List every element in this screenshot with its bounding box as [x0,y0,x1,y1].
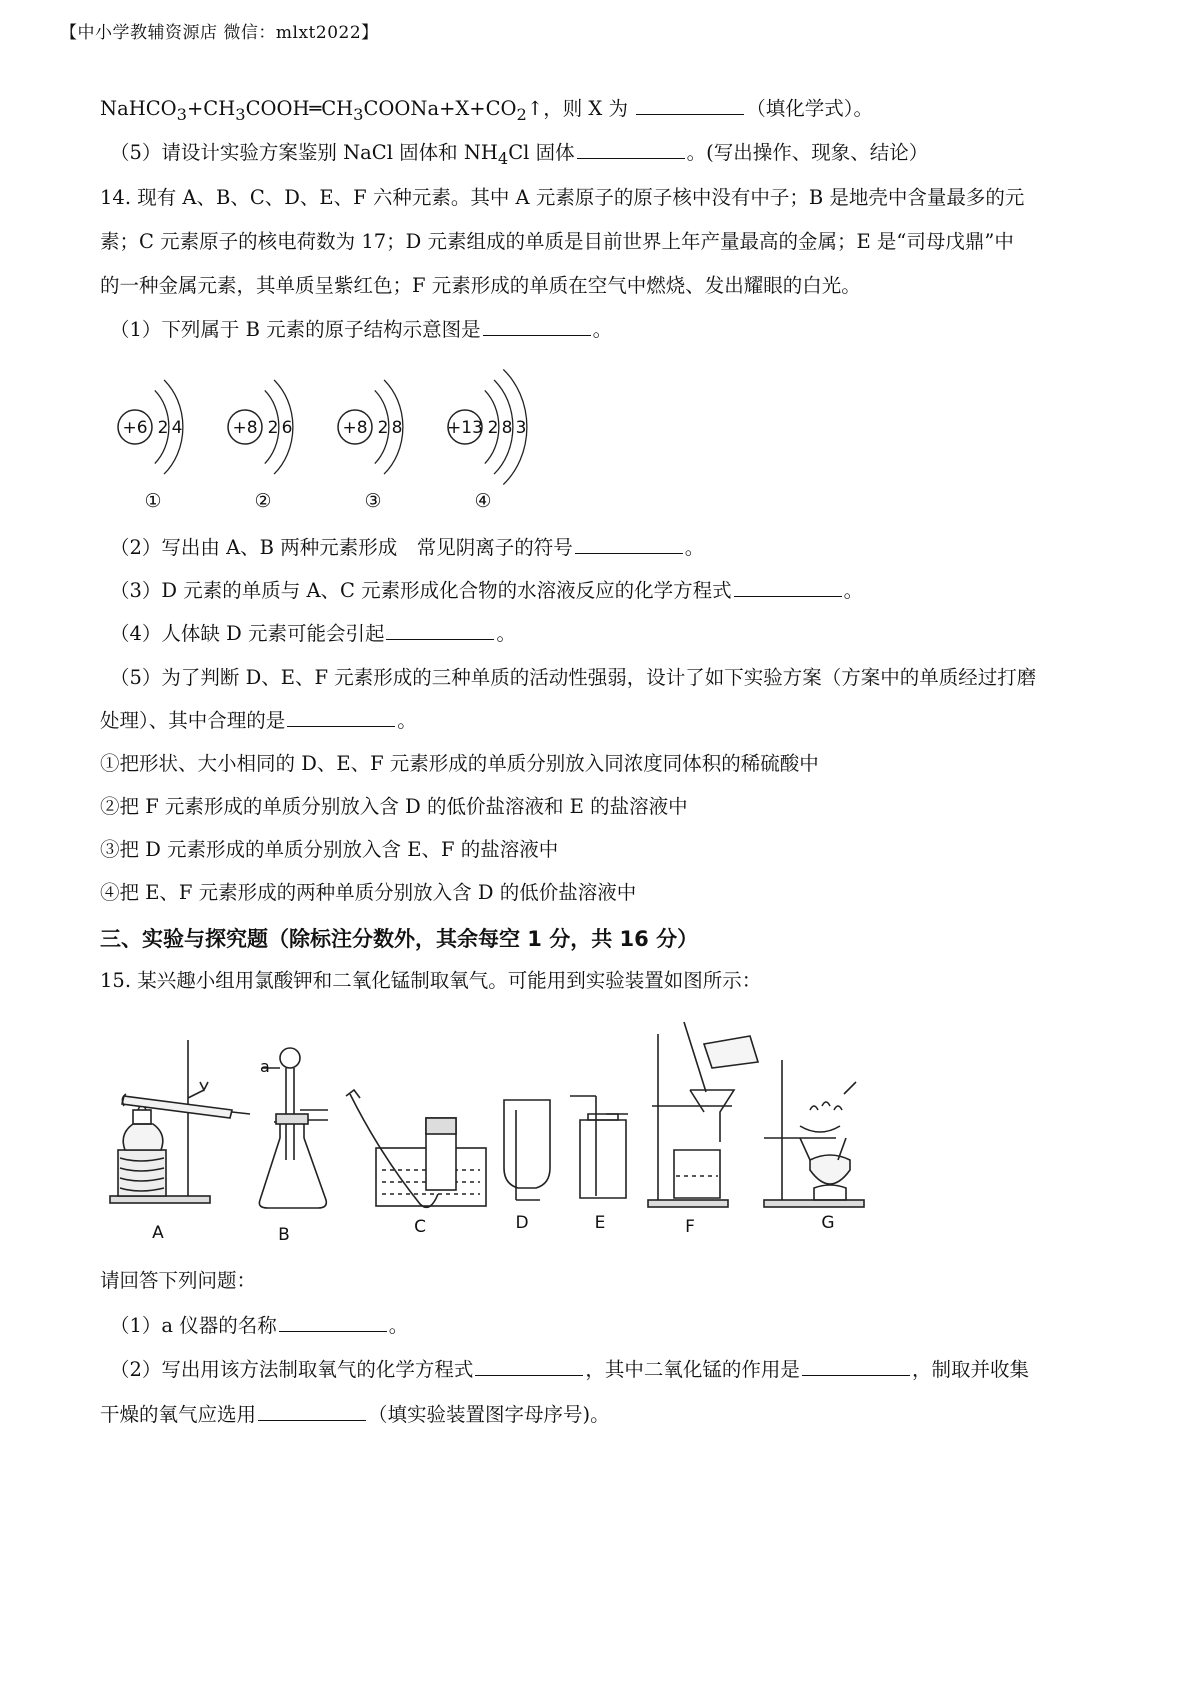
atom-diagram [447,369,527,512]
atom-option-label: ① [144,490,162,512]
q14-p3-text: （3）D 元素的单质与 A、C 元素形成化合物的水溶液反应的化学方程式 [110,579,732,602]
q14-option-1: ①把形状、大小相同的 D、E、F 元素形成的单质分别放入同浓度同体积的稀硫酸中 [100,752,819,775]
q15-p2-l2-tail: （填实验装置图字母序号)。 [368,1403,610,1426]
section-title: 三、实验与探究题（除标注分数外，其余每空 1 分，共 16 分） [100,927,699,951]
answer-blank[interactable] [287,724,395,727]
apparatus-d [504,1100,550,1200]
q14-p4-tail: 。 [496,622,516,645]
nucleus-charge: +6 [122,418,148,438]
apparatus-label: C [414,1217,426,1237]
q13-part5 [110,140,1110,169]
atom-option-label: ④ [474,490,492,512]
eq-sub: 3 [176,104,187,124]
q14-option-2: ②把 F 元素形成的单质分别放入含 D 的低价盐溶液和 E 的盐溶液中 [100,795,688,818]
shell-electron-count: 6 [281,418,293,438]
shell-electron-count: 2 [487,418,499,438]
atom-diagrams [100,355,560,525]
q14-stem-line1: 14. 现有 A、B、C、D、E、F 六种元素。其中 A 元素原子的原子核中没有中子；B 是地壳中含量最多的元 [100,186,1025,209]
atom-diagram [118,380,183,512]
q14-p2-text: （2）写出由 A、B 两种元素形成 常见阴离子的符号 [110,536,573,559]
apparatus-e [570,1096,628,1198]
apparatus-label: B [278,1225,290,1245]
q14-stem-line2: 素；C 元素原子的核电荷数为 17；D 元素组成的单质是目前世界上年产量最高的金属；E 是“司母戊鼎”中 [100,230,1014,253]
answer-blank[interactable] [636,112,744,115]
q13-p5-text: （5）请设计实验方案鉴别 NaCl 固体和 NH [110,141,498,164]
q15-p2-l1-text: （2）写出用该方法制取氧气的化学方程式 [110,1358,474,1381]
q15-p1-text: （1）a 仪器的名称 [110,1314,277,1337]
eq-sub: 3 [235,104,246,124]
shell-electron-count: 2 [157,418,169,438]
apparatus-label: D [515,1213,529,1233]
q14-part4 [110,621,1110,646]
apparatus-g [764,1060,864,1207]
q13-p5-tail: 。(写出操作、现象、结论） [686,141,929,164]
q15-part2-line2 [100,1402,1100,1427]
eq-part: COONa+X+CO [363,97,517,120]
answer-blank[interactable] [475,1373,583,1376]
atom-diagram [228,380,293,512]
shell-electron-count: 8 [501,418,513,438]
q14-p1-text: （1）下列属于 B 元素的原子结构示意图是 [110,318,481,341]
nucleus-charge: +13 [447,418,483,438]
q14-option-4: ④把 E、F 元素形成的两种单质分别放入含 D 的低价盐溶液中 [100,881,637,904]
shell-electron-count: 8 [391,418,403,438]
atom-diagram [338,380,403,512]
answer-blank[interactable] [279,1329,387,1332]
answer-blank[interactable] [734,594,842,597]
nucleus-charge: +8 [232,418,258,438]
eq-tail: （填化学式）。 [746,97,873,120]
q14-part5-line2 [100,708,1100,733]
apparatus-label: F [685,1217,695,1237]
apparatus-a-mark: a [260,1057,270,1076]
q14-p5-l2-text: 处理）、其中合理的是 [100,709,286,732]
q15-prompt: 请回答下列问题： [100,1269,257,1292]
eq-sub: 2 [516,104,527,124]
shell-electron-count: 2 [267,418,279,438]
q13-p5-text2: Cl 固体 [508,141,575,164]
q13-p5-sub: 4 [497,148,509,168]
eq-sub: 3 [353,104,364,124]
nucleus-charge: +8 [342,418,368,438]
apparatus-label: E [594,1213,606,1233]
eq-part: NaHCO [100,97,177,120]
eq-part: ↑，则 X 为 [526,97,629,120]
q14-p2-tail: 。 [684,536,705,559]
atom-option-label: ② [254,490,272,512]
q14-stem-line3: 的一种金属元素，其单质呈紫红色；F 元素形成的单质在空气中燃烧、发出耀眼的白光。 [100,274,861,297]
eq-part: COOH═CH [245,97,354,120]
q15-p2-l1-tail: ，制取并收集 [911,1358,1029,1381]
atom-option-label: ③ [364,490,382,512]
apparatus-label: A [152,1223,164,1243]
q15-stem: 15. 某兴趣小组用氯酸钾和二氧化锰制取氧气。可能用到实验装置如图所示： [100,969,762,992]
q14-p4-text: （4）人体缺 D 元素可能会引起 [110,622,385,645]
q13-equation-line [100,96,1100,125]
q15-part1 [110,1313,1110,1338]
q15-p1-tail: 。 [388,1314,409,1337]
shell-electron-count: 4 [171,418,183,438]
q14-p3-tail: 。 [843,579,864,602]
q14-part3 [110,578,1110,603]
shell-electron-count: 3 [515,418,527,438]
apparatus-f [648,1022,758,1207]
q14-option-3: ③把 D 元素形成的单质分别放入含 E、F 的盐溶液中 [100,838,559,861]
q15-p2-l2-text: 干燥的氧气应选用 [100,1403,257,1426]
q14-part2 [110,535,1110,560]
q14-p5-l2-tail: 。 [397,709,417,732]
q15-part2-line1 [110,1357,1110,1382]
header-note: 【中小学教辅资源店 微信：mlxt2022】 [60,23,379,43]
answer-blank[interactable] [802,1373,910,1376]
lab-apparatus-diagram [100,1010,880,1250]
eq-part: +CH [186,97,236,120]
answer-blank[interactable] [577,156,685,159]
answer-blank[interactable] [575,551,683,554]
q15-p2-l1-mid: ，其中二氧化锰的作用是 [585,1358,800,1381]
apparatus-c [346,1090,486,1207]
apparatus-label: G [821,1213,835,1233]
shell-electron-count: 2 [377,418,389,438]
apparatus-a [110,1040,250,1203]
q14-p1-tail: 。 [592,318,613,341]
answer-blank[interactable] [258,1418,366,1421]
q14-part1 [110,317,1110,342]
q14-part5-line1: （5）为了判断 D、E、F 元素形成的三种单质的活动性强弱，设计了如下实验方案（方案中的单质经过打磨 [110,666,1037,689]
answer-blank[interactable] [386,637,494,640]
answer-blank[interactable] [483,333,591,336]
